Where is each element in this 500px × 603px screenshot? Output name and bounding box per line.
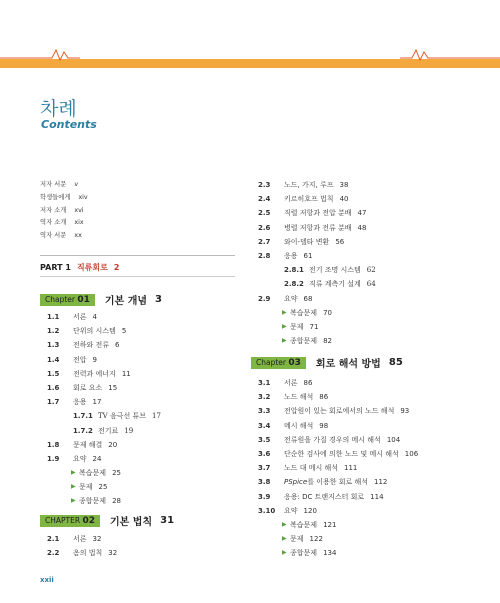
toc-exercise[interactable]: ▶ 종합문제 28 [47, 494, 237, 508]
toc-item[interactable]: 1.9 요약 24 [47, 454, 102, 463]
toc-item[interactable]: 1.1 서론 4 [47, 313, 97, 321]
part-title: 직류회로 [76, 263, 108, 272]
toc-item[interactable]: 3.8 PSpice를 이용한 회로 해석 112 [258, 478, 388, 487]
page-subtitle: Contents [41, 118, 97, 131]
chapter-heading[interactable] [251, 352, 403, 370]
chapter-page: 3 [155, 294, 163, 305]
chapter-page: 85 [388, 357, 403, 368]
chapter-badge: CHAPTER 02 [40, 515, 100, 527]
part-rule-bottom [40, 276, 235, 277]
chapter-title: 기본 개념 [104, 296, 148, 307]
toc-item[interactable]: 1.2 단위의 시스템 5 [47, 327, 127, 336]
toc-exercise[interactable]: ▶ 문제 25 [47, 480, 237, 494]
toc-item[interactable]: 1.8 문제 해결 20 [47, 440, 118, 449]
triangle-icon: ▶ [282, 549, 287, 557]
toc-item[interactable]: 2.4 키르히호프 법칙 40 [258, 195, 349, 204]
part-page: 2 [113, 263, 120, 272]
toc-subitem[interactable]: 1.7.1 TV 음극선 튜브 17 [73, 412, 161, 421]
chapter-badge: Chapter 03 [251, 357, 306, 369]
front-matter-item[interactable]: 역자 소개 xix [40, 219, 84, 227]
toc-item[interactable]: 2.1 서론 32 [47, 535, 102, 543]
page-title: 차례 [40, 98, 77, 120]
toc-subitem[interactable]: 2.8.1 전기 조명 시스템 62 [284, 266, 376, 275]
toc-item[interactable]: 2.7 와이-델타 변환 56 [258, 237, 345, 246]
toc-exercise[interactable]: ▶ 복습문제 121 [258, 518, 488, 532]
toc-item[interactable]: 3.9 응용: DC 트랜지스터 회로 114 [258, 492, 384, 501]
toc-item[interactable]: 3.5 전류원을 가질 경우의 메시 해석 104 [258, 435, 401, 444]
triangle-icon: ▶ [71, 497, 76, 505]
chapter1-toc [47, 310, 237, 509]
toc-item[interactable]: 2.6 병렬 저항과 전류 분배 48 [258, 223, 367, 232]
toc-item[interactable]: 3.1 서론 86 [258, 379, 313, 387]
toc-exercise[interactable]: ▶ 종합문제 82 [258, 334, 478, 348]
part-label: PART 1 [40, 263, 71, 272]
toc-item[interactable]: 3.3 전압원이 있는 회로에서의 노드 해석 93 [258, 407, 410, 416]
toc-exercise[interactable]: ▶ 문제 71 [258, 320, 478, 334]
triangle-icon: ▶ [282, 535, 287, 543]
front-matter-item[interactable]: 역자 서문 xx [40, 232, 82, 240]
triangle-icon: ▶ [71, 469, 76, 477]
toc-item[interactable]: 2.9 요약 68 [258, 294, 313, 303]
toc-subitem[interactable]: 1.7.2 전기료 19 [73, 426, 134, 435]
toc-exercise[interactable]: ▶ 복습문제 25 [47, 466, 237, 480]
toc-item[interactable]: 3.7 노드 대 메시 해석 111 [258, 464, 358, 473]
page-number: xxii [40, 576, 54, 584]
toc-item[interactable]: 2.5 직렬 저항과 전압 분배 47 [258, 209, 367, 218]
chapter2-toc-continued [258, 178, 478, 348]
chapter3-toc [258, 376, 488, 560]
toc-item[interactable]: 1.3 전하와 전류 6 [47, 341, 120, 350]
toc-item[interactable]: 2.3 노드, 가지, 루프 38 [258, 181, 349, 189]
triangle-icon: ▶ [282, 322, 287, 330]
toc-item[interactable]: 1.5 전력과 에너지 11 [47, 369, 131, 378]
triangle-icon: ▶ [282, 308, 287, 316]
toc-exercise[interactable]: ▶ 종합문제 134 [258, 546, 488, 560]
triangle-icon: ▶ [71, 483, 76, 491]
zigzag-decoration-left [0, 44, 80, 62]
toc-item[interactable]: 2.2 옴의 법칙 32 [47, 549, 118, 558]
toc-item[interactable]: 3.2 노드 해석 86 [258, 393, 329, 402]
toc-item[interactable]: 1.7 응용 17 [47, 398, 102, 407]
toc-item[interactable]: 3.10 요약 120 [258, 506, 317, 515]
front-matter-item[interactable]: 저자 서문 v [40, 181, 79, 188]
part-rule [40, 255, 235, 256]
part-heading[interactable] [40, 262, 119, 273]
chapter-heading[interactable] [40, 510, 175, 528]
toc-item[interactable]: 1.4 전압 9 [47, 355, 97, 364]
chapter2-toc [47, 532, 237, 560]
toc-exercise[interactable]: ▶ 문제 122 [258, 532, 488, 546]
triangle-icon: ▶ [282, 520, 287, 528]
zigzag-decoration-right [400, 44, 500, 62]
chapter-title: 기본 법칙 [109, 517, 153, 528]
toc-item[interactable]: 2.8 응용 61 [258, 251, 313, 260]
triangle-icon: ▶ [282, 337, 287, 345]
toc-subitem[interactable]: 2.8.2 직류 계측기 설계 64 [284, 280, 376, 289]
chapter-badge: Chapter 01 [40, 294, 95, 306]
chapter-title: 회로 해석 방법 [315, 359, 381, 370]
front-matter-item[interactable]: 저자 소개 xvi [40, 206, 84, 214]
toc-item[interactable]: 1.6 회로 요소 15 [47, 383, 118, 392]
chapter-page: 31 [160, 515, 175, 526]
toc-item[interactable]: 3.4 메시 해석 98 [258, 421, 329, 430]
toc-exercise[interactable]: ▶ 복습문제 70 [258, 306, 478, 320]
toc-item[interactable]: 3.6 단순한 검사에 의한 노드 및 메시 해석 106 [258, 449, 419, 458]
front-matter-list [40, 179, 88, 243]
chapter-heading[interactable] [40, 289, 163, 307]
front-matter-item[interactable]: 학생들에게 xiv [40, 193, 88, 201]
